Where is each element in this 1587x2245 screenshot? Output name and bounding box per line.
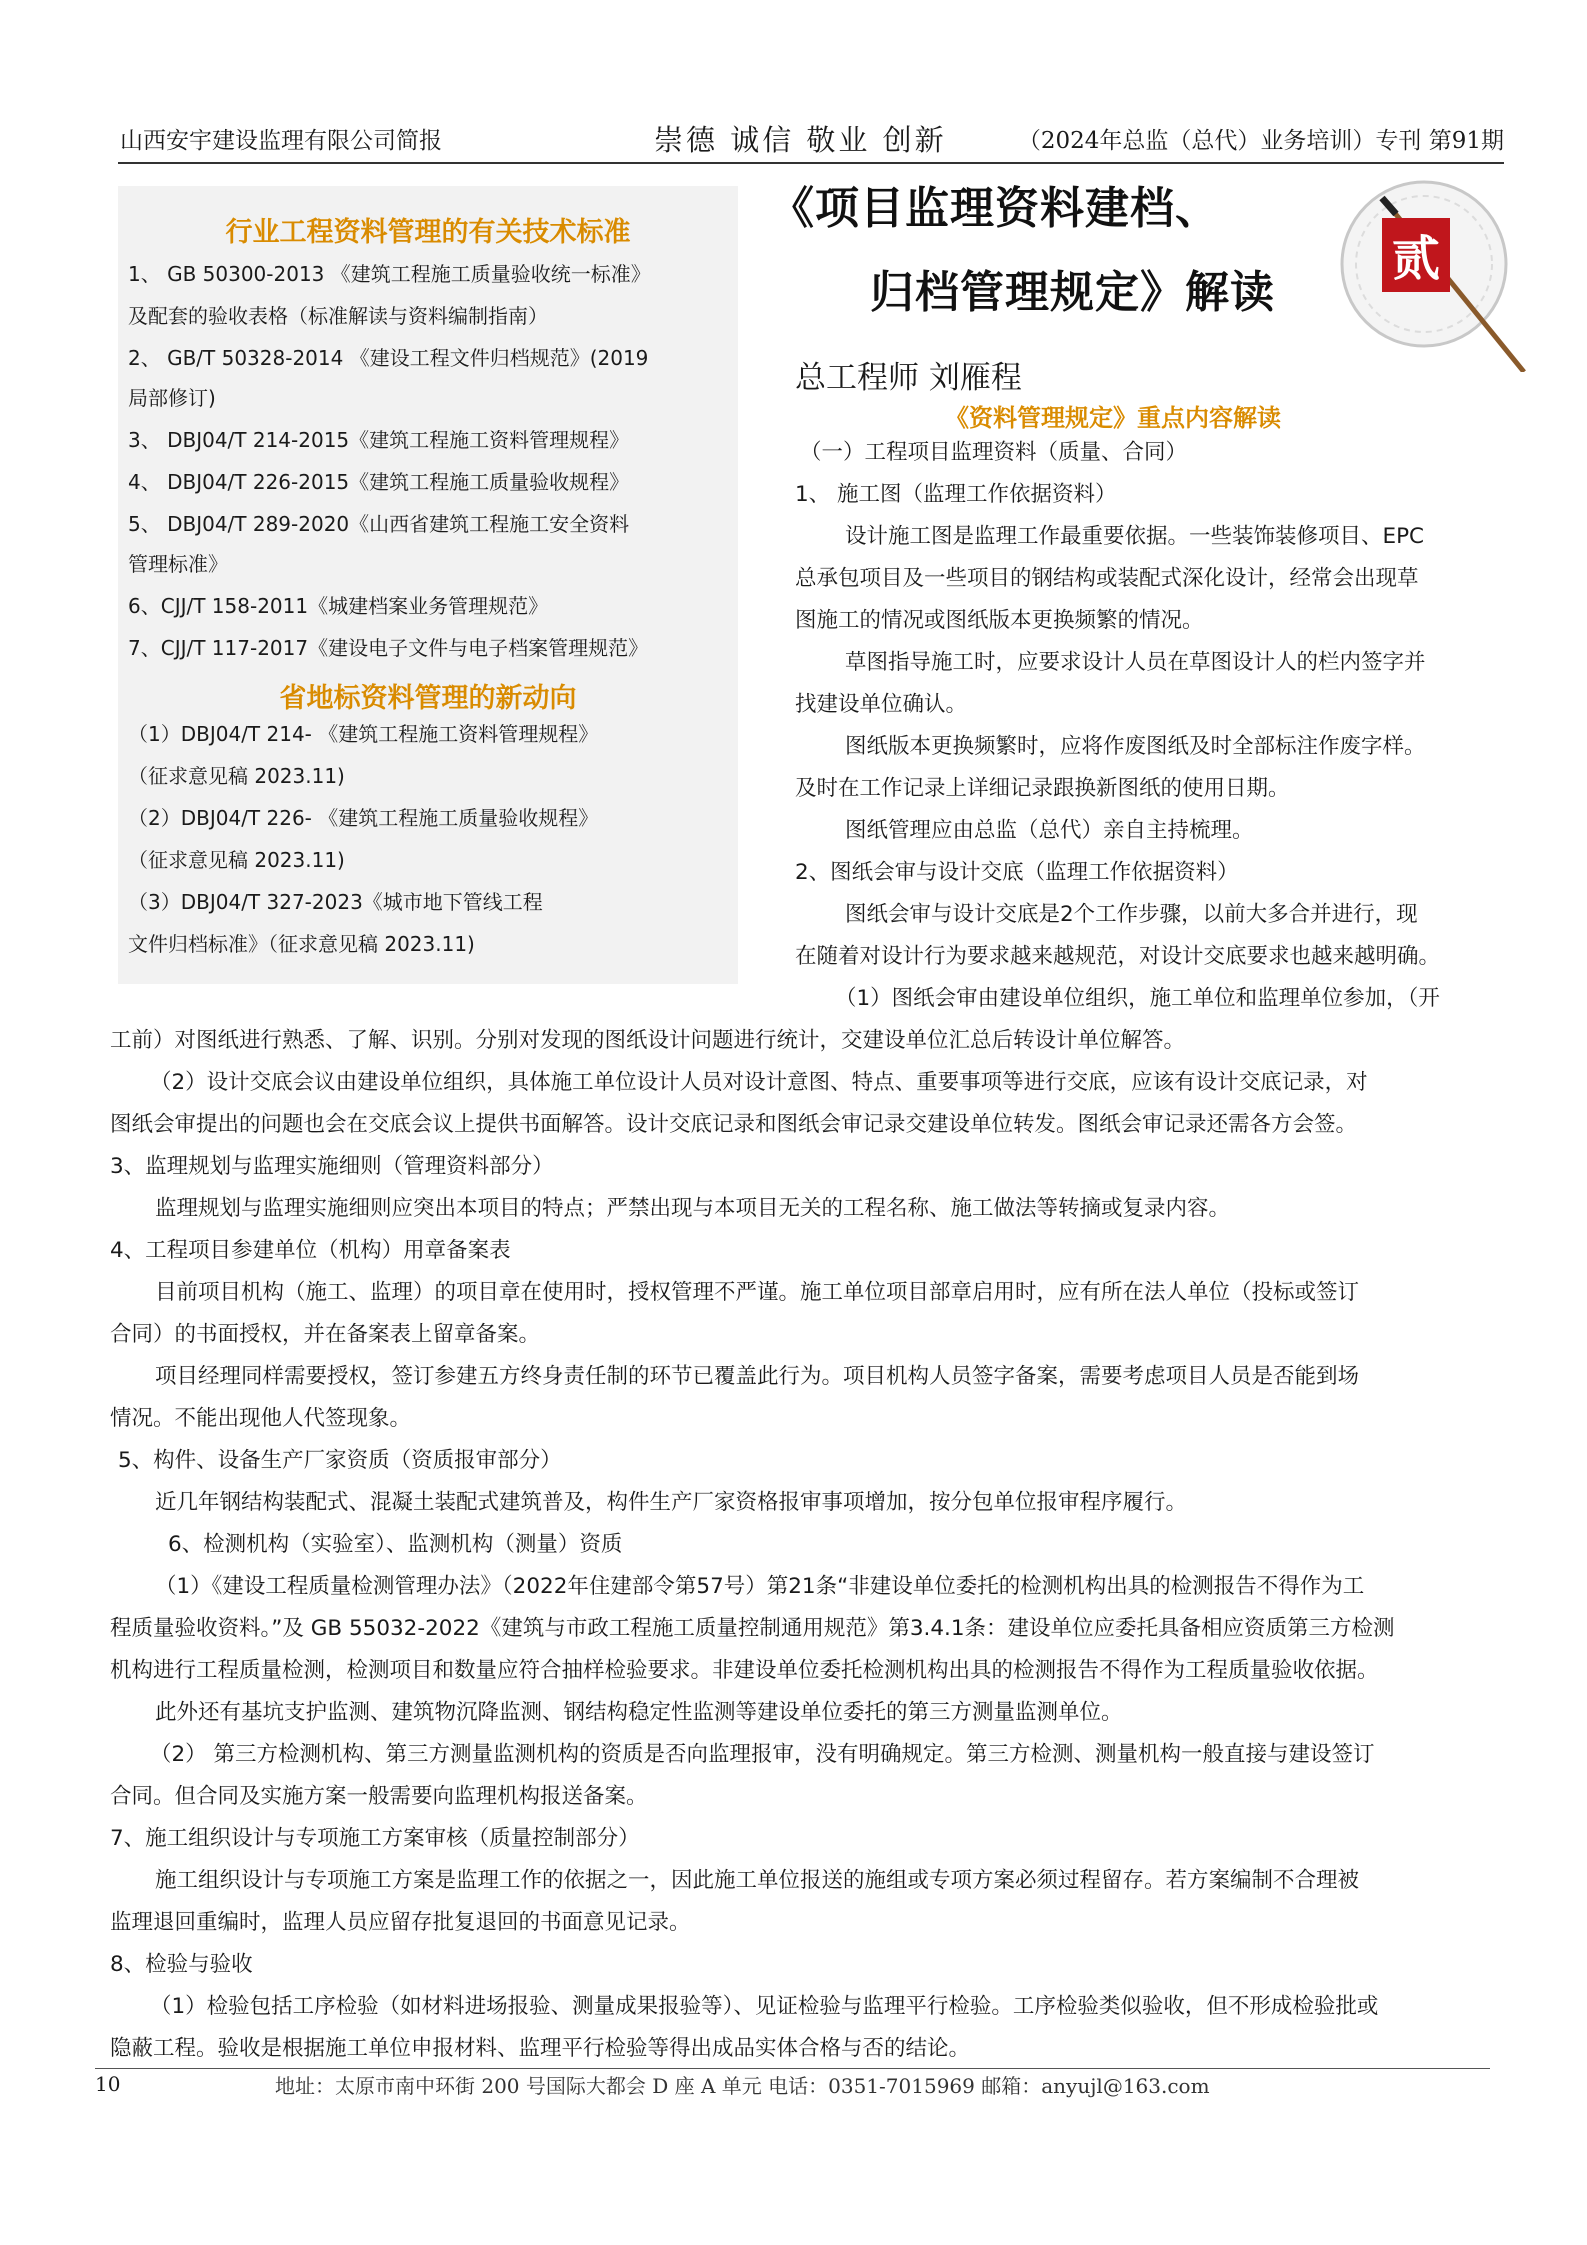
body-line: 4、工程项目参建单位（机构）用章备案表 xyxy=(110,1238,511,1263)
article-title-line2: 归档管理规定》解读 xyxy=(870,267,1275,318)
body-line: 及时在工作记录上详细记录跟换新图纸的使用日期。 xyxy=(795,776,1290,801)
body-line: 项目经理同样需要授权，签订参建五方终身责任制的环节已覆盖此行为。项目机构人员签字备案，需要考虑项目人员是否能到场 xyxy=(155,1364,1360,1389)
standards-line: 6、CJJ/T 158-2011《城建档案业务管理规范》 xyxy=(128,594,549,618)
company-name: 山西安宇建设监理有限公司简报 xyxy=(120,128,442,154)
body-line: 总承包项目及一些项目的钢结构或装配式深化设计，经常会出现草 xyxy=(795,566,1419,591)
body-line: 7、施工组织设计与专项施工方案审核（质量控制部分） xyxy=(110,1826,640,1851)
article-title-line1: 《项目监理资料建档、 xyxy=(770,183,1220,234)
body-line: 合同。但合同及实施方案一般需要向监理机构报送备案。 xyxy=(110,1784,648,1809)
standards-line: 及配套的验收表格（标准解读与资料编制指南） xyxy=(128,304,548,328)
body-line: 图纸版本更换频繁时，应将作废图纸及时全部标注作废字样。 xyxy=(845,734,1426,759)
standards-heading: 行业工程资料管理的有关技术标准 xyxy=(225,217,631,248)
trend-line: （1）DBJ04/T 214- 《建筑工程施工资料管理规程》 xyxy=(128,722,599,746)
trend-line: （2）DBJ04/T 226- 《建筑工程施工质量验收规程》 xyxy=(128,806,599,830)
body-line: （1）《建设工程质量检测管理办法》（2022年住建部令第57号）第21条“非建设单位委托的检测机构出具的检测报告不得作为工 xyxy=(155,1574,1365,1599)
body-line: （2） 第三方检测机构、第三方测量监测机构的资质是否向监理报审，没有明确规定。第三方检测、测量机构一般直接与建设签订 xyxy=(150,1742,1375,1767)
section-subhead: 《资料管理规定》重点内容解读 xyxy=(945,404,1281,432)
body-line: 3、监理规划与监理实施细则（管理资料部分） xyxy=(110,1154,554,1179)
body-line: 情况。不能出现他人代签现象。 xyxy=(110,1406,412,1431)
trend-line: （征求意见稿 2023.11) xyxy=(128,848,345,872)
body-line: 图纸管理应由总监（总代）亲自主持梳理。 xyxy=(845,818,1254,843)
body-line: 在随着对设计行为要求越来越规范，对设计交底要求也越来越明确。 xyxy=(795,944,1441,969)
page-header xyxy=(118,118,1504,164)
body-line: 近几年钢结构装配式、混凝土装配式建筑普及，构件生产厂家资格报审事项增加，按分包单位报审程序履行。 xyxy=(155,1490,1188,1515)
standards-line: 4、 DBJ04/T 226-2015《建筑工程施工质量验收规程》 xyxy=(128,470,630,494)
issue-info: （2024年总监（总代）业务培训）专刊 第91期 xyxy=(1017,128,1504,154)
seal-emblem xyxy=(1334,172,1534,372)
body-line: 2、图纸会审与设计交底（监理工作依据资料） xyxy=(795,860,1239,885)
footer-address: 地址：太原市南中环街 200 号国际大都会 D 座 A 单元 电话：0351-7015969 邮箱：anyujl@163.com xyxy=(275,2074,1210,2098)
trend-line: 文件归档标准》（征求意见稿 2023.11) xyxy=(128,932,475,956)
standards-line: 管理标准》 xyxy=(128,552,228,576)
body-line: 监理规划与监理实施细则应突出本项目的特点；严禁出现与本项目无关的工程名称、施工做法等转摘或复录内容。 xyxy=(155,1196,1231,1221)
standards-sidebar xyxy=(118,186,738,984)
body-line: 图施工的情况或图纸版本更换频繁的情况。 xyxy=(795,608,1204,633)
header-motto: 崇德 诚信 敬业 创新 xyxy=(654,123,947,157)
body-line: 5、构件、设备生产厂家资质（资质报审部分） xyxy=(118,1448,562,1473)
standards-line: 局部修订) xyxy=(128,386,216,410)
new-trends-heading: 省地标资料管理的新动向 xyxy=(279,683,577,714)
body-line: 合同）的书面授权，并在备案表上留章备案。 xyxy=(110,1322,541,1347)
footer-divider xyxy=(95,2068,1490,2069)
body-line: 机构进行工程质量检测，检测项目和数量应符合抽样检验要求。非建设单位委托检测机构出具的检测报告不得作为工程质量验收依据。 xyxy=(110,1658,1379,1683)
body-line: 工前）对图纸进行熟悉、了解、识别。分别对发现的图纸设计问题进行统计，交建设单位汇总后转设计单位解答。 xyxy=(110,1028,1186,1053)
body-line: 程质量验收资料。”及 GB 55032-2022《建筑与市政工程施工质量控制通用规范》第3.4.1条：建设单位应委托具备相应资质第三方检测 xyxy=(110,1616,1395,1641)
body-line: 此外还有基坑支护监测、建筑物沉降监测、钢结构稳定性监测等建设单位委托的第三方测量监测单位。 xyxy=(155,1700,1123,1725)
body-line: （1）检验包括工序检验（如材料进场报验、测量成果报验等）、见证检验与监理平行检验。工序检验类似验收，但不形成检验批或 xyxy=(150,1994,1379,2019)
body-line: （一）工程项目监理资料（质量、合同） xyxy=(800,440,1188,465)
seal-character: 贰 xyxy=(1391,231,1441,287)
body-line: 设计施工图是监理工作最重要依据。一些装饰装修项目、EPC xyxy=(845,524,1425,549)
standards-line: 3、 DBJ04/T 214-2015《建筑工程施工资料管理规程》 xyxy=(128,428,630,452)
body-line: 8、检验与验收 xyxy=(110,1952,253,1977)
body-line: 目前项目机构（施工、监理）的项目章在使用时，授权管理不严谨。施工单位项目部章启用时，应有所在法人单位（投标或签订 xyxy=(155,1280,1360,1305)
author-line: 总工程师 刘雁程 xyxy=(795,360,1022,396)
standards-line: 7、CJJ/T 117-2017《建设电子文件与电子档案管理规范》 xyxy=(128,636,649,660)
body-line: 6、检测机构（实验室）、监测机构（测量）资质 xyxy=(168,1532,623,1557)
standards-line: 5、 DBJ04/T 289-2020《山西省建筑工程施工安全资料 xyxy=(128,512,630,536)
trend-line: （3）DBJ04/T 327-2023《城市地下管线工程 xyxy=(128,890,543,914)
page-number: 10 xyxy=(95,2072,121,2096)
body-line: 隐蔽工程。验收是根据施工单位申报材料、监理平行检验等得出成品实体合格与否的结论。 xyxy=(110,2036,971,2061)
body-line: 图纸会审与设计交底是2个工作步骤，以前大多合并进行，现 xyxy=(845,902,1418,927)
standards-line: 1、 GB 50300-2013 《建筑工程施工质量验收统一标准》 xyxy=(128,262,651,286)
body-line: （1）图纸会审由建设单位组织，施工单位和监理单位参加，（开 xyxy=(835,986,1440,1011)
body-line: 1、 施工图（监理工作依据资料） xyxy=(795,482,1117,507)
body-line: 草图指导施工时，应要求设计人员在草图设计人的栏内签字并 xyxy=(845,650,1426,675)
body-line: 图纸会审提出的问题也会在交底会议上提供书面解答。设计交底记录和图纸会审记录交建设单位转发。图纸会审记录还需各方会签。 xyxy=(110,1112,1358,1137)
body-line: 找建设单位确认。 xyxy=(795,692,968,717)
body-line: （2）设计交底会议由建设单位组织，具体施工单位设计人员对设计意图、特点、重要事项等进行交底，应该有设计交底记录，对 xyxy=(150,1070,1368,1095)
body-line: 监理退回重编时，监理人员应留存批复退回的书面意见记录。 xyxy=(110,1910,691,1935)
body-line: 施工组织设计与专项施工方案是监理工作的依据之一，因此施工单位报送的施组或专项方案必须过程留存。若方案编制不合理被 xyxy=(155,1868,1360,1893)
standards-line: 2、 GB/T 50328-2014 《建设工程文件归档规范》(2019 xyxy=(128,346,649,370)
trend-line: （征求意见稿 2023.11) xyxy=(128,764,345,788)
